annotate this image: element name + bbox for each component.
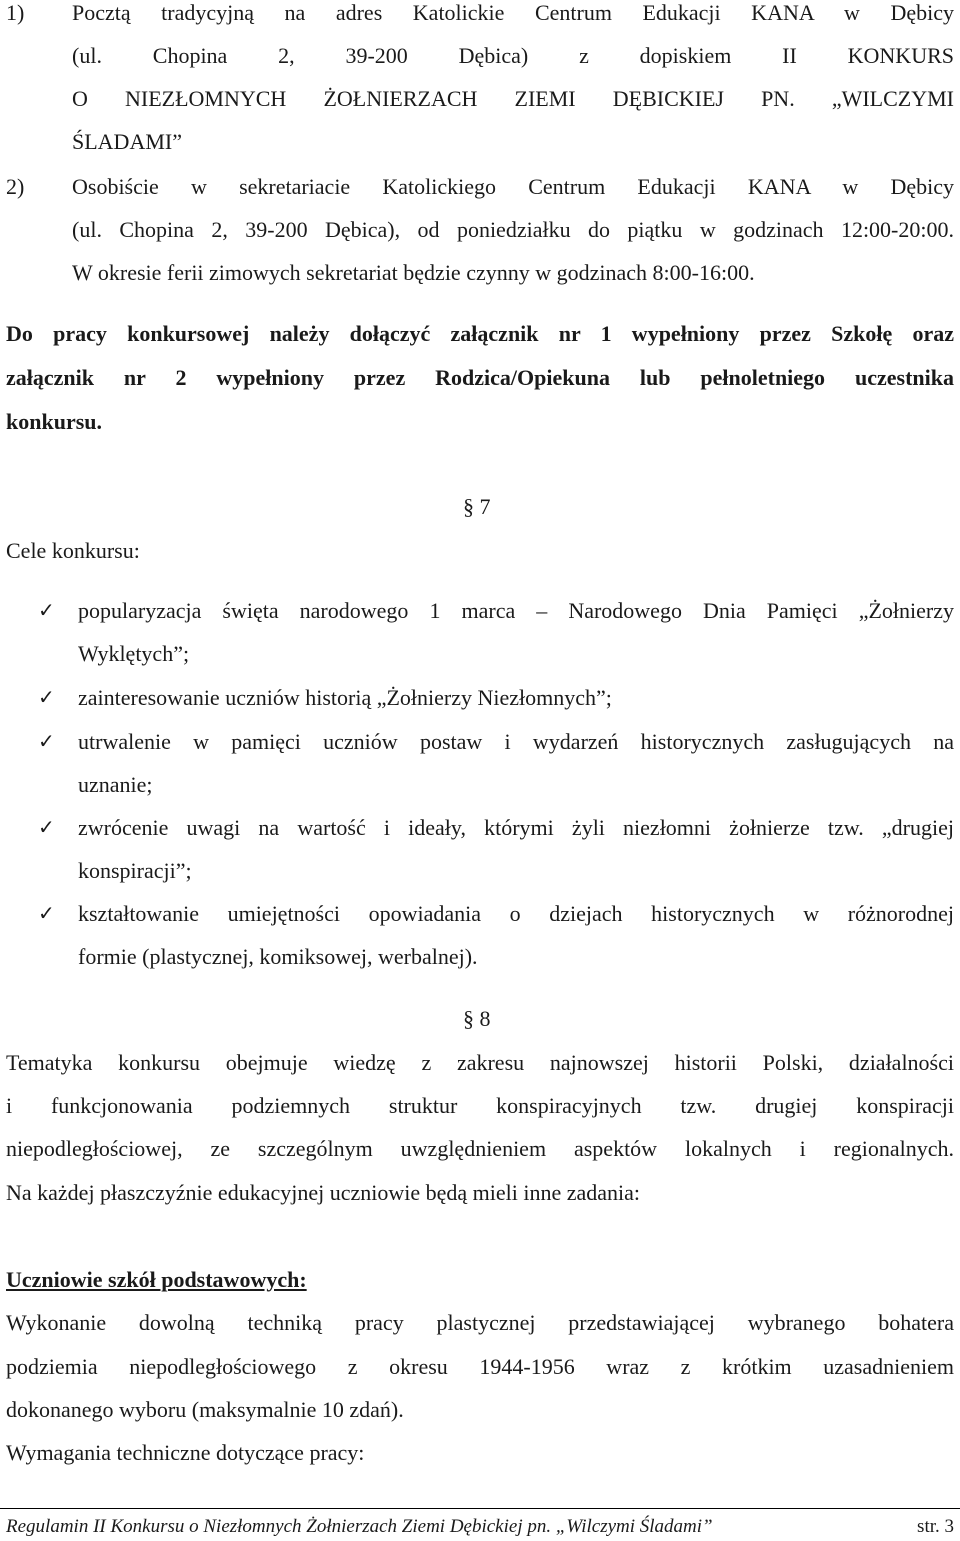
- item-1-number: 1): [6, 0, 25, 25]
- goal-1-line-1: popularyzacja święta narodowego 1 marca – Narodowego Dnia Pamięci „Żołnierzy: [78, 598, 954, 623]
- footer-divider: [0, 1508, 960, 1509]
- goal-3-line-2: uznanie;: [78, 772, 153, 797]
- primary-school-heading: Uczniowie szkół podstawowych:: [6, 1267, 307, 1292]
- goal-5-line-1: kształtowanie umiejętności opowiadania o dziejach historycznych w różnorodnej: [78, 901, 954, 926]
- checkmark-icon: ✓: [38, 598, 55, 622]
- page-number: str. 3: [917, 1516, 954, 1537]
- topic-line-2: i funkcjonowania podziemnych struktur konspiracyjnych tzw. drugiej konspiracji: [6, 1093, 954, 1118]
- section-7-heading: § 7: [463, 494, 491, 519]
- item-1-line-3: O NIEZŁOMNYCH ŻOŁNIERZACH ZIEMI DĘBICKIEJ PN. „WILCZYMI: [72, 86, 954, 111]
- item-1-line-4: ŚLADAMI”: [72, 129, 182, 154]
- goal-4-line-2: konspiracji”;: [78, 858, 192, 883]
- goal-5-line-2: formie (plastycznej, komiksowej, werbalnej).: [78, 944, 478, 969]
- task-line-2: podziemia niepodległościowego z okresu 1944-1956 wraz z krótkim uzasadnieniem: [6, 1354, 954, 1379]
- technical-requirements-label: Wymagania techniczne dotyczące pracy:: [6, 1440, 365, 1465]
- goal-3-line-1: utrwalenie w pamięci uczniów postaw i wydarzeń historycznych zasługujących na: [78, 729, 954, 754]
- goal-4-line-1: zwrócenie uwagi na wartość i ideały, którymi żyli niezłomni żołnierze tzw. „drugiej: [78, 815, 954, 840]
- checkmark-icon: ✓: [38, 815, 55, 839]
- checkmark-icon: ✓: [38, 901, 55, 925]
- item-1-line-2: (ul. Chopina 2, 39-200 Dębica) z dopiskiem II KONKURS: [72, 43, 954, 68]
- goal-2-line-1: zainteresowanie uczniów historią „Żołnierzy Niezłomnych”;: [78, 685, 612, 710]
- attachment-line-1: Do pracy konkursowej należy dołączyć załącznik nr 1 wypełniony przez Szkołę oraz: [6, 321, 954, 346]
- topic-line-1: Tematyka konkursu obejmuje wiedzę z zakresu najnowszej historii Polski, działalności: [6, 1050, 954, 1075]
- section-8-heading: § 8: [463, 1006, 491, 1031]
- item-2-line-1: Osobiście w sekretariacie Katolickiego Centrum Edukacji KANA w Dębicy: [72, 174, 954, 199]
- task-line-3: dokonanego wyboru (maksymalnie 10 zdań).: [6, 1397, 404, 1422]
- goals-label: Cele konkursu:: [6, 538, 140, 563]
- goal-1-line-2: Wyklętych”;: [78, 641, 190, 666]
- checkmark-icon: ✓: [38, 685, 55, 709]
- checkmark-icon: ✓: [38, 729, 55, 753]
- topic-line-4: Na każdej płaszczyźnie edukacyjnej uczniowie będą mieli inne zadania:: [6, 1180, 641, 1205]
- footer-title: Regulamin II Konkursu o Niezłomnych Żołnierzach Ziemi Dębickiej pn. „Wilczymi Śladami”: [6, 1516, 713, 1537]
- topic-line-3: niepodległościowej, ze szczególnym uwzględnieniem aspektów lokalnych i regionalnych.: [6, 1136, 954, 1161]
- task-line-1: Wykonanie dowolną techniką pracy plastycznej przedstawiającej wybranego bohatera: [6, 1310, 954, 1335]
- attachment-line-2: załącznik nr 2 wypełniony przez Rodzica/Opiekuna lub pełnoletniego uczestnika: [6, 365, 954, 390]
- item-1-line-1: Pocztą tradycyjną na adres Katolickie Centrum Edukacji KANA w Dębicy: [72, 0, 954, 25]
- item-2-line-3: W okresie ferii zimowych sekretariat będzie czynny w godzinach 8:00-16:00.: [72, 260, 755, 285]
- item-2-number: 2): [6, 174, 25, 199]
- item-2-line-2: (ul. Chopina 2, 39-200 Dębica), od poniedziałku do piątku w godzinach 12:00-20:00.: [72, 217, 954, 242]
- attachment-line-3: konkursu.: [6, 409, 103, 434]
